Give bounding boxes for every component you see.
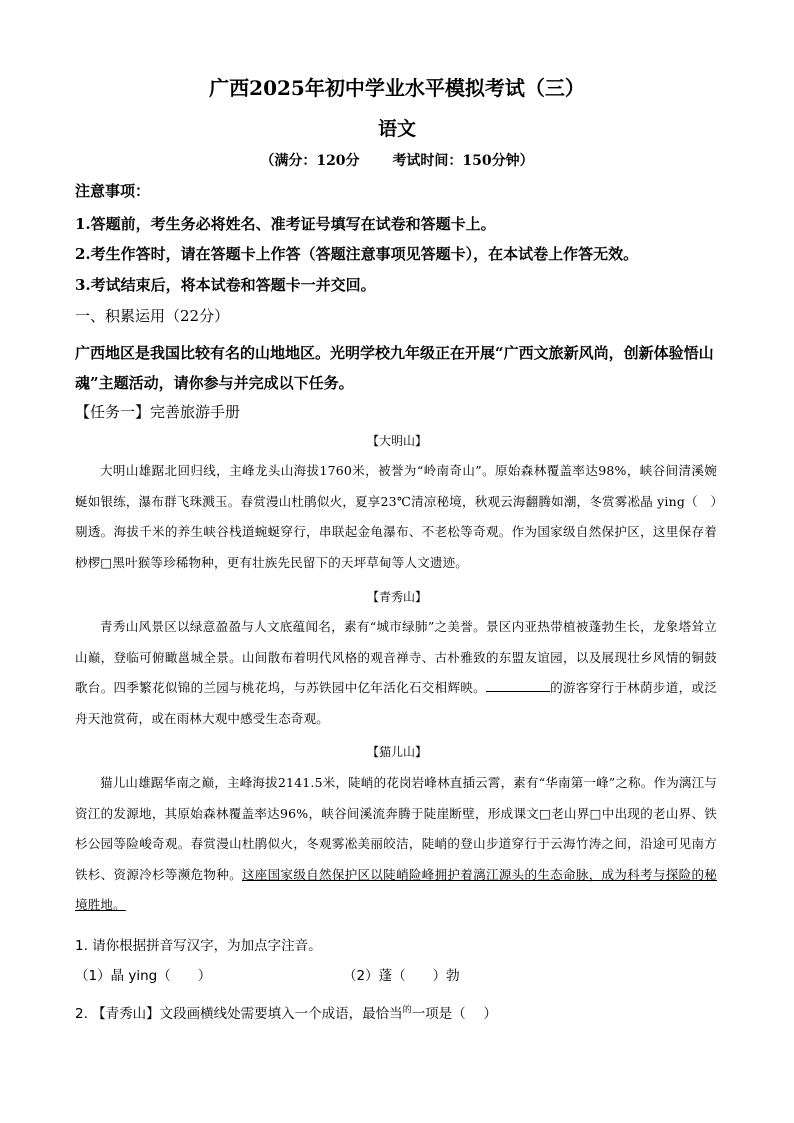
exam-meta [0, 150, 794, 170]
paragraph-damingshan: 大明山雄踞北回归线，主峰龙头山海拔1760米，被誉为“岭南奇山”。原始森林覆盖率达98%，峡谷间清溪婉蜒如银练，瀑布群飞珠溅玉。春赏漫山杜鹃似火，夏享23℃清凉秘境，秋观云海翻腾如潮，冬赏雾凇晶 ying（ ）剔透。海拔千米的养生峡谷栈道蜿蜒穿行，串联起金龟瀑布、不老松等奇观。作为国家级自然保护区，这里保存着桫椤□黑叶猴等珍稀物种，更有壮族先民留下的天坪草甸等人文遗迹。 [75, 463, 717, 570]
part-one-intro: 广西地区是我国比较有名的山地地区。光明学校九年级正在开展“广西文旅新风尚，创新体验悟山魂”主题活动，请你参与并完成以下任务。 [75, 344, 714, 392]
exam-time: 考试时间：150分钟） [392, 153, 534, 169]
maoershan-text-a: 猫儿山雄踞华南之巅，主峰海拔2141.5米，陡峭的花岗岩峰林直插云霄，素有“华南第一峰”之称。作为漓江与资江的发源地，其原始森林覆盖率达96%，峡谷间溪流奔腾于陡崖断壁，形成课文□老山界□中出现的老山界、铁杉公园等险峻奇观。春赏漫山杜鹃似火，冬观雾凇美丽皎洁，陡峭的登山步道穿行于云海竹涛之间，沿途可见南方铁杉、资源冷杉等濒危物种。 [75, 775, 717, 882]
qingxiushan-text-a: 青秀山风景区以绿意盈盈与人文底蕴闻名，素有“城市绿肺”之美誉。景区内亚热带植被蓬勃生长，龙象塔耸立山巅，登临可俯瞰邕城全景。山间散布着明代风格的观音禅寺、古朴雅致的东盟友谊园，以及展现壮乡风情的铜鼓歌台。四季繁花似锦的兰园与桃花坞，与苏铁园中亿年活化石交相辉映。 [75, 619, 717, 695]
section-head-damingshan: 【大明山】 [366, 434, 427, 448]
note-item-2: 2.考生作答时，请在答题卡上作答（答题注意事项见答题卡），在本试卷上作答无效。 [75, 245, 639, 263]
subject-title: 语文 [377, 118, 416, 140]
section-head-qingxiushan: 【青秀山】 [366, 590, 427, 604]
maoershan-underlined-text: 这座国家级自然保护区以陡峭险峰拥护着漓江源头的生态命脉，成为科考与探险的秘境胜地。 [75, 866, 718, 912]
paragraph-qingxiushan [75, 612, 717, 734]
notes-heading: 注意事项： [75, 182, 151, 200]
fill-blank [486, 679, 550, 692]
page-title: 广西2025年初中学业水平模拟考试（三） [209, 76, 585, 100]
note-item-3: 3.考试结束后，将本试卷和答题卡一并交回。 [75, 276, 376, 294]
question-2-end: 一项是（ ） [411, 1006, 497, 1022]
question-1-item-b: （2）蓬（ ）勃 [343, 968, 460, 984]
question-2-sup: 的 [402, 1005, 412, 1016]
question-1-item-a: （1）晶 ying（ ） [75, 968, 212, 984]
section-head-maoershan: 【猫儿山】 [366, 745, 427, 759]
part-one-heading: 一、积累运用（22分） [75, 307, 230, 325]
question-1: 1. 请你根据拼音写汉字，为加点字注音。 [75, 938, 322, 954]
task-one-heading: 【任务一】完善旅游手册 [75, 403, 241, 421]
note-item-1: 1.答题前，考生务必将姓名、准考证号填写在试卷和答题卡上。 [75, 215, 496, 233]
paragraph-maoershan [75, 768, 717, 921]
qingxiushan-text-b: 的游客穿行于林荫步道，或泛舟天池赏荷，或在雨林大观中感受生态奇观。 [75, 680, 717, 726]
question-2 [75, 1002, 735, 1022]
question-2-text: 2. 【青秀山】文段画横线处需要填入一个成语，最恰当 [75, 1006, 403, 1022]
question-1-items [75, 964, 735, 984]
full-score: （满分：120分 [260, 153, 360, 169]
